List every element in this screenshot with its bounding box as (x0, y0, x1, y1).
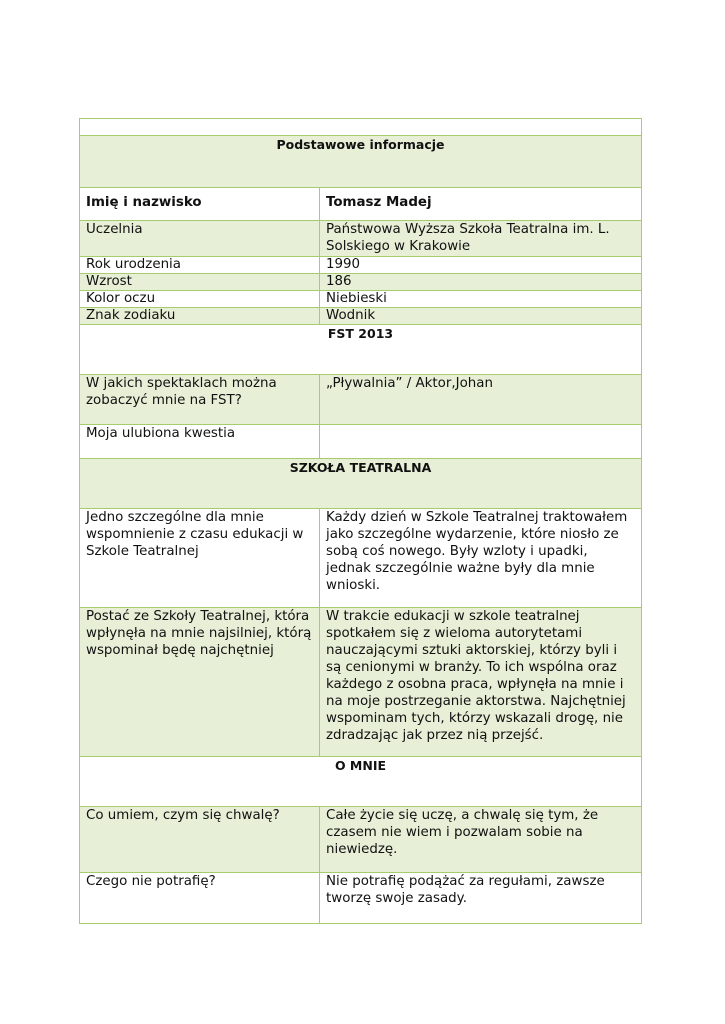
person-value: W trakcie edukacji w szkole teatralnej spotkałem się z wieloma autorytetami nauczającymi sztuki aktorskiej, którzy byli i są cenionymi w branży. To ich wspólna oraz każdego z osobna praca, wpłynęła na mnie i na moje postrzeganie aktorstwa. Najchętniej wspominam tych, którzy wskazali drogę, nie zdradzając jak przez nią przejść. (320, 608, 642, 757)
shows-label: W jakich spektaklach można zobaczyć mnie na FST? (80, 375, 320, 425)
section-title-fst: FST 2013 (80, 325, 642, 375)
row-eyes (80, 291, 642, 308)
person-label: Postać ze Szkoły Teatralnej, która wpłynęła na mnie najsilniej, którą wspominał będę najchętniej (80, 608, 320, 757)
shows-value: „Pływalnia” / Aktor,Johan (320, 375, 642, 425)
skills-value: Całe życie się uczę, a chwalę się tym, że czasem nie wiem i pozwalam sobie na niewiedzę. (320, 807, 642, 873)
row-name (80, 188, 642, 221)
row-memory (80, 509, 642, 608)
section-header-school (80, 459, 642, 509)
section-header-basic (80, 136, 642, 188)
row-school (80, 221, 642, 257)
height-value: 186 (320, 274, 642, 291)
quote-label: Moja ulubiona kwestia (80, 425, 320, 459)
eyes-label: Kolor oczu (80, 291, 320, 308)
section-title-about: O MNIE (80, 757, 642, 807)
birth-value: 1990 (320, 257, 642, 274)
top-empty-cell (80, 119, 642, 136)
school-value: Państwowa Wyższa Szkoła Teatralna im. L. Solskiego w Krakowie (320, 221, 642, 257)
row-person (80, 608, 642, 757)
section-title-school: SZKOŁA TEATRALNA (80, 459, 642, 509)
zodiac-value: Wodnik (320, 308, 642, 325)
row-skills (80, 807, 642, 873)
section-title-basic: Podstawowe informacje (80, 136, 642, 188)
name-label: Imię i nazwisko (80, 188, 320, 221)
row-cannot (80, 873, 642, 924)
name-value: Tomasz Madej (320, 188, 642, 221)
eyes-value: Niebieski (320, 291, 642, 308)
memory-value: Każdy dzień w Szkole Teatralnej traktowałem jako szczególne wydarzenie, które niosło ze sobą coś nowego. Były wzloty i upadki, jednak szczególnie ważne były dla mnie wnioski. (320, 509, 642, 608)
quote-value (320, 425, 642, 459)
memory-label: Jedno szczególne dla mnie wspomnienie z czasu edukacji w Szkole Teatralnej (80, 509, 320, 608)
birth-label: Rok urodzenia (80, 257, 320, 274)
cannot-value: Nie potrafię podążać za regułami, zawsze tworzę swoje zasady. (320, 873, 642, 924)
row-height (80, 274, 642, 291)
top-empty-row (80, 119, 642, 136)
row-birth (80, 257, 642, 274)
row-quote (80, 425, 642, 459)
section-header-fst (80, 325, 642, 375)
row-shows (80, 375, 642, 425)
row-zodiac (80, 308, 642, 325)
section-header-about (80, 757, 642, 807)
skills-label: Co umiem, czym się chwalę? (80, 807, 320, 873)
zodiac-label: Znak zodiaku (80, 308, 320, 325)
profile-table (79, 118, 642, 924)
school-label: Uczelnia (80, 221, 320, 257)
cannot-label: Czego nie potrafię? (80, 873, 320, 924)
height-label: Wzrost (80, 274, 320, 291)
